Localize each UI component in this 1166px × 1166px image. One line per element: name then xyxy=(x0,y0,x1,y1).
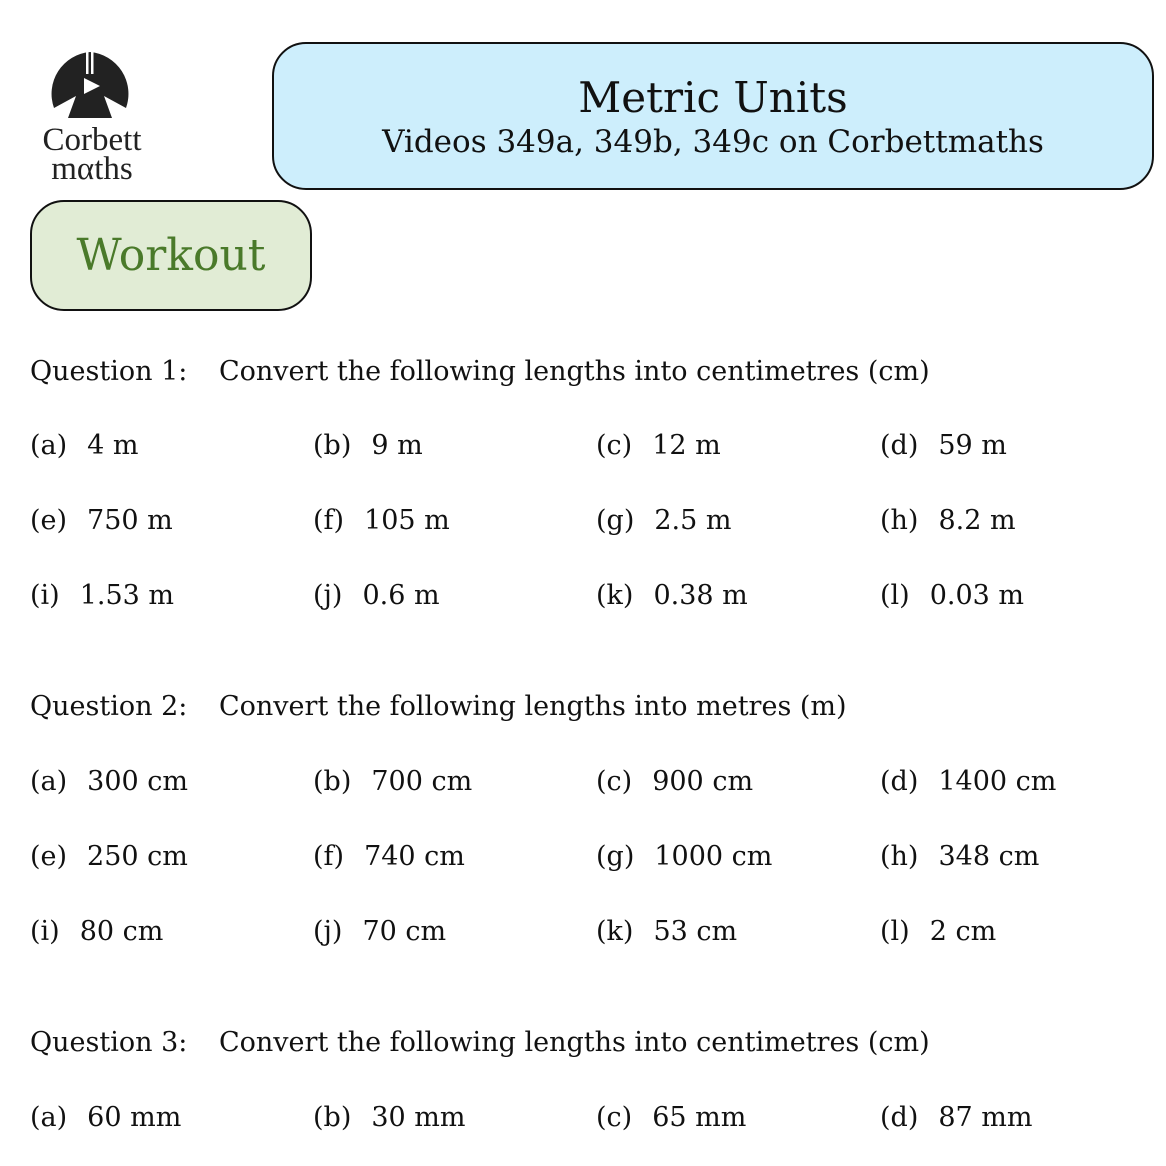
title-box xyxy=(272,42,1154,190)
logo-emblem-icon xyxy=(46,50,134,124)
question-part xyxy=(313,1102,466,1133)
part-label: (l) xyxy=(880,916,910,947)
part-label: (k) xyxy=(596,580,634,611)
question-instruction: Convert the following lengths into metres (m) xyxy=(219,691,847,722)
logo-line1: Corbett xyxy=(42,122,142,158)
part-label: (j) xyxy=(313,916,343,947)
part-value: 2 cm xyxy=(929,916,997,947)
part-value: 65 mm xyxy=(652,1102,747,1133)
question-part xyxy=(596,916,737,947)
question-part xyxy=(313,430,423,461)
page-subtitle: Videos 349a, 349b, 349c on Corbettmaths xyxy=(382,124,1044,160)
part-label: (g) xyxy=(596,841,635,872)
question-instruction: Convert the following lengths into centimetres (cm) xyxy=(219,356,930,387)
workout-badge: Workout xyxy=(30,200,312,311)
question-1-heading xyxy=(30,356,930,387)
part-label: (j) xyxy=(313,580,343,611)
question-part xyxy=(30,580,174,611)
question-part xyxy=(880,1102,1033,1133)
part-label: (k) xyxy=(596,916,634,947)
part-value: 1.53 m xyxy=(79,580,175,611)
part-label: (g) xyxy=(596,505,635,536)
part-label: (a) xyxy=(30,1102,68,1133)
part-value: 0.03 m xyxy=(929,580,1025,611)
part-label: (e) xyxy=(30,841,68,872)
question-instruction: Convert the following lengths into centimetres (cm) xyxy=(219,1027,930,1058)
part-value: 700 cm xyxy=(371,766,473,797)
question-part xyxy=(880,841,1039,872)
question-part xyxy=(313,505,450,536)
question-part xyxy=(313,580,440,611)
question-label: Question 1: xyxy=(30,356,188,387)
corbettmaths-logo xyxy=(30,50,150,190)
part-value: 87 mm xyxy=(938,1102,1033,1133)
part-value: 30 mm xyxy=(371,1102,466,1133)
part-label: (d) xyxy=(880,1102,919,1133)
part-value: 0.38 m xyxy=(653,580,748,611)
part-label: (f) xyxy=(313,505,345,536)
question-part xyxy=(596,505,731,536)
part-value: 105 m xyxy=(364,505,450,536)
part-value: 1400 cm xyxy=(938,766,1057,797)
part-label: (b) xyxy=(313,766,352,797)
question-part xyxy=(30,841,188,872)
part-label: (b) xyxy=(313,430,352,461)
part-value: 1000 cm xyxy=(654,841,773,872)
question-label: Question 2: xyxy=(30,691,188,722)
part-value: 740 cm xyxy=(364,841,465,872)
question-part xyxy=(596,841,772,872)
question-part xyxy=(30,505,173,536)
part-value: 348 cm xyxy=(938,841,1040,872)
part-value: 2.5 m xyxy=(654,505,732,536)
part-label: (c) xyxy=(596,1102,633,1133)
part-label: (i) xyxy=(30,916,60,947)
question-part xyxy=(880,580,1024,611)
question-part xyxy=(880,430,1007,461)
part-value: 300 cm xyxy=(87,766,189,797)
question-part xyxy=(880,505,1016,536)
part-label: (l) xyxy=(880,580,910,611)
question-part xyxy=(313,916,446,947)
part-label: (a) xyxy=(30,766,68,797)
question-part xyxy=(313,766,472,797)
part-label: (h) xyxy=(880,505,919,536)
question-label: Question 3: xyxy=(30,1027,188,1058)
part-label: (b) xyxy=(313,1102,352,1133)
question-3-heading xyxy=(30,1027,930,1058)
question-part xyxy=(880,916,996,947)
question-part xyxy=(30,916,163,947)
part-label: (a) xyxy=(30,430,68,461)
question-part xyxy=(880,766,1056,797)
question-part xyxy=(596,430,721,461)
part-value: 250 cm xyxy=(87,841,188,872)
part-value: 0.6 m xyxy=(362,580,440,611)
part-value: 900 cm xyxy=(652,766,754,797)
question-part xyxy=(596,1102,746,1133)
question-part xyxy=(30,766,188,797)
part-value: 12 m xyxy=(652,430,721,461)
part-value: 59 m xyxy=(938,430,1007,461)
part-value: 8.2 m xyxy=(938,505,1016,536)
part-value: 80 cm xyxy=(79,916,164,947)
part-label: (d) xyxy=(880,766,919,797)
question-part xyxy=(596,766,753,797)
part-label: (f) xyxy=(313,841,345,872)
part-value: 53 cm xyxy=(653,916,738,947)
part-label: (h) xyxy=(880,841,919,872)
question-part xyxy=(313,841,465,872)
part-label: (i) xyxy=(30,580,60,611)
part-value: 750 m xyxy=(87,505,173,536)
question-part xyxy=(30,1102,181,1133)
part-value: 60 mm xyxy=(87,1102,182,1133)
part-label: (c) xyxy=(596,430,633,461)
part-label: (d) xyxy=(880,430,919,461)
question-2-heading xyxy=(30,691,847,722)
part-label: (e) xyxy=(30,505,68,536)
question-part xyxy=(596,580,748,611)
logo-line2: mαths xyxy=(51,151,133,187)
question-part xyxy=(30,430,139,461)
part-value: 70 cm xyxy=(362,916,447,947)
part-label: (c) xyxy=(596,766,633,797)
part-value: 9 m xyxy=(371,430,423,461)
page-title: Metric Units xyxy=(578,73,848,122)
part-value: 4 m xyxy=(87,430,139,461)
